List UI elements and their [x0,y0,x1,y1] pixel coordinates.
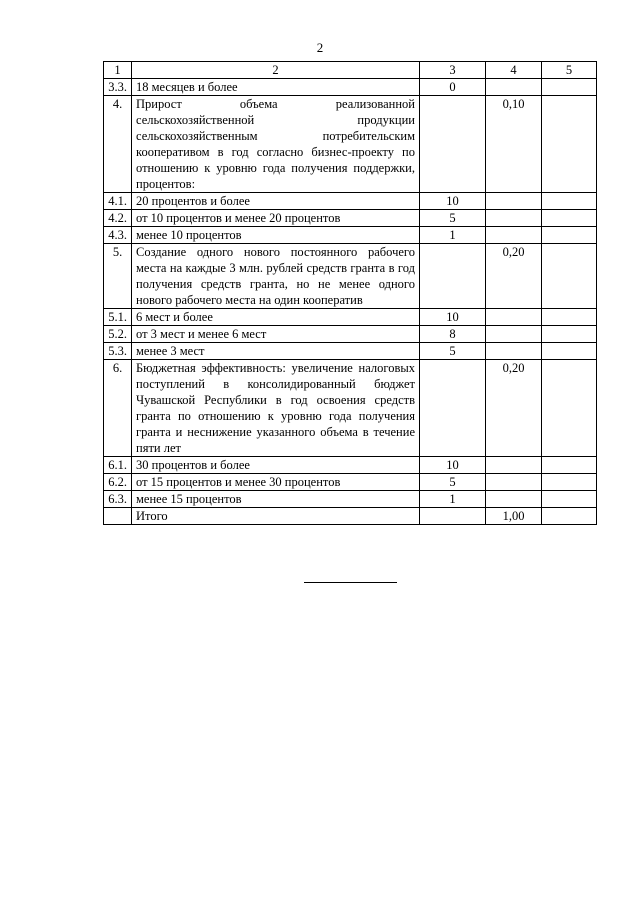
row-weight [486,457,542,474]
row-weight [486,210,542,227]
table-row [104,96,597,193]
row-score: 5 [420,474,486,491]
row-col5 [542,508,597,525]
row-col5 [542,227,597,244]
row-number: 6.1. [104,457,132,474]
row-description: от 3 мест и менее 6 мест [132,326,420,343]
row-col5 [542,193,597,210]
table-row [104,326,597,343]
column-header-4: 4 [486,62,542,79]
row-score: 5 [420,343,486,360]
row-score [420,360,486,457]
row-score: 8 [420,326,486,343]
row-description: Создание одного нового постоянного рабочего места на каждые 3 млн. рублей средств гранта в год получения средств гранта, но не менее одного нового рабочего места на один кооператив [132,244,420,309]
table-row [104,491,597,508]
row-number: 5. [104,244,132,309]
row-description: 18 месяцев и более [132,79,420,96]
row-number: 5.1. [104,309,132,326]
row-description: от 15 процентов и менее 30 процентов [132,474,420,491]
row-weight [486,227,542,244]
table-row [104,457,597,474]
row-number [104,508,132,525]
row-description: 20 процентов и более [132,193,420,210]
row-weight: 0,20 [486,360,542,457]
page-number: 2 [316,40,324,55]
table-row [104,343,597,360]
row-description: 30 процентов и более [132,457,420,474]
row-col5 [542,210,597,227]
table-row [104,360,597,457]
table-row [104,193,597,210]
row-weight [486,343,542,360]
row-description: 6 мест и более [132,309,420,326]
criteria-table [103,61,597,525]
row-description: менее 3 мест [132,343,420,360]
row-number: 3.3. [104,79,132,96]
row-description: Прирост объема реализованной сельскохозяйственной продукции сельскохозяйственным потребительским кооперативом в год согласно бизнес-проекту по отношению к уровню года получения поддержки, процентов: [132,96,420,193]
row-score: 1 [420,227,486,244]
row-description: менее 10 процентов [132,227,420,244]
row-col5 [542,309,597,326]
row-weight [486,309,542,326]
row-weight [486,474,542,491]
row-score: 0 [420,79,486,96]
column-header-1: 1 [104,62,132,79]
total-weight: 1,00 [486,508,542,525]
row-score [420,244,486,309]
row-col5 [542,343,597,360]
row-col5 [542,326,597,343]
table-row [104,474,597,491]
row-description: Бюджетная эффективность: увеличение налоговых поступлений в консолидированный бюджет Чувашской Республики в год освоения средств гранта по отношению к уровню года получения гранта и неснижение указанного объема в течение пяти лет [132,360,420,457]
row-number: 6.3. [104,491,132,508]
row-weight [486,491,542,508]
bottom-rule [304,582,397,583]
row-score: 10 [420,457,486,474]
table-header-row [104,62,597,79]
column-header-3: 3 [420,62,486,79]
row-description: от 10 процентов и менее 20 процентов [132,210,420,227]
row-number: 4.2. [104,210,132,227]
table-total-row [104,508,597,525]
row-score: 10 [420,309,486,326]
table-row [104,309,597,326]
row-number: 5.3. [104,343,132,360]
row-col5 [542,457,597,474]
row-score: 1 [420,491,486,508]
row-score [420,96,486,193]
row-number: 4. [104,96,132,193]
row-col5 [542,79,597,96]
row-col5 [542,360,597,457]
row-weight: 0,10 [486,96,542,193]
table-row [104,210,597,227]
row-weight [486,326,542,343]
row-score: 5 [420,210,486,227]
row-col5 [542,96,597,193]
table-row [104,227,597,244]
row-weight: 0,20 [486,244,542,309]
row-col5 [542,491,597,508]
row-score: 10 [420,193,486,210]
total-label: Итого [132,508,420,525]
table-row [104,244,597,309]
table-row [104,79,597,96]
row-number: 5.2. [104,326,132,343]
row-description: менее 15 процентов [132,491,420,508]
row-number: 4.3. [104,227,132,244]
row-number: 6. [104,360,132,457]
row-weight [486,193,542,210]
row-score [420,508,486,525]
row-weight [486,79,542,96]
column-header-5: 5 [542,62,597,79]
column-header-2: 2 [132,62,420,79]
row-col5 [542,244,597,309]
row-number: 6.2. [104,474,132,491]
row-col5 [542,474,597,491]
row-number: 4.1. [104,193,132,210]
